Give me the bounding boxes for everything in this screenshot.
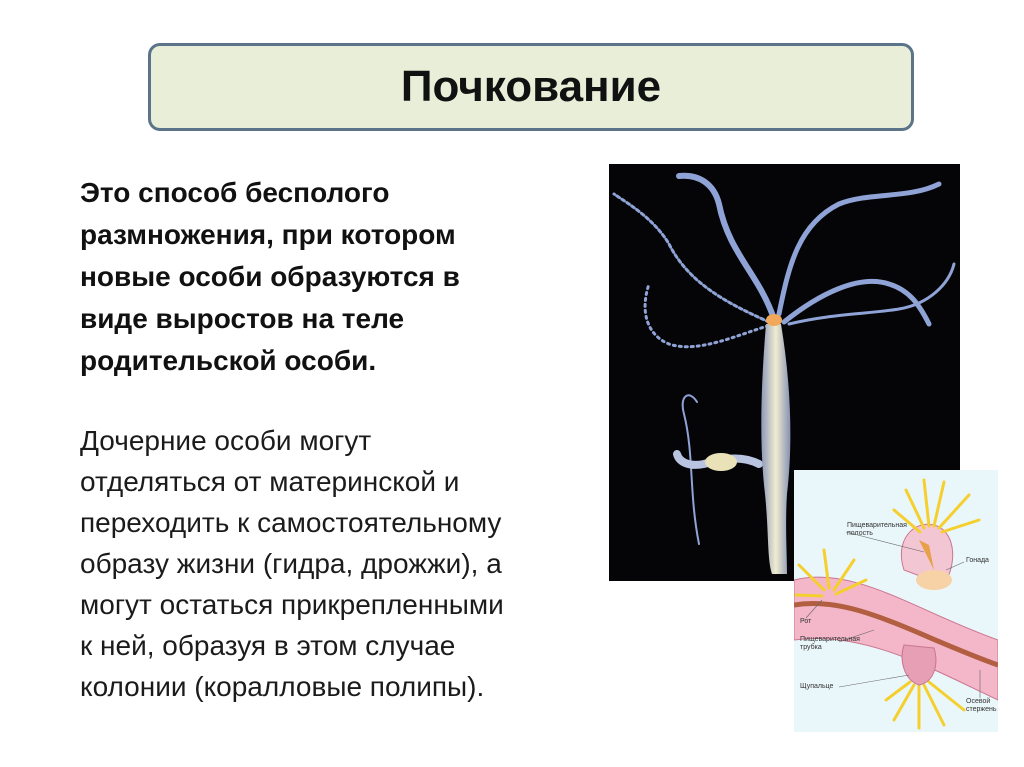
label-axial-rod: Осевой стержень (966, 698, 997, 713)
label-gonad: Гонада (966, 557, 989, 564)
label-tentacle: Щупальце (800, 683, 834, 690)
title-box (148, 43, 914, 131)
label-mouth: Рот (800, 618, 812, 625)
label-digestive-cavity: Пищеварительная полость (847, 522, 907, 537)
coral-polyp-diagram (794, 470, 998, 732)
definition-text: Это способ бесполого размножения, при котором новые особи образуются в виде выростов на теле родительской особи. (80, 177, 460, 376)
polyp-illustration (794, 470, 998, 732)
details-text: Дочерние особи могут отделяться от материнской и переходить к самостоятельному образу жизни (гидра, дрожжи), а могут остаться прикрепленными к ней, образуя в этом случае колонии (коралловые полипы). (80, 425, 504, 702)
slide-title: Почкование (400, 62, 662, 111)
label-digestive-tube: Пищеварительная трубка (800, 636, 860, 651)
